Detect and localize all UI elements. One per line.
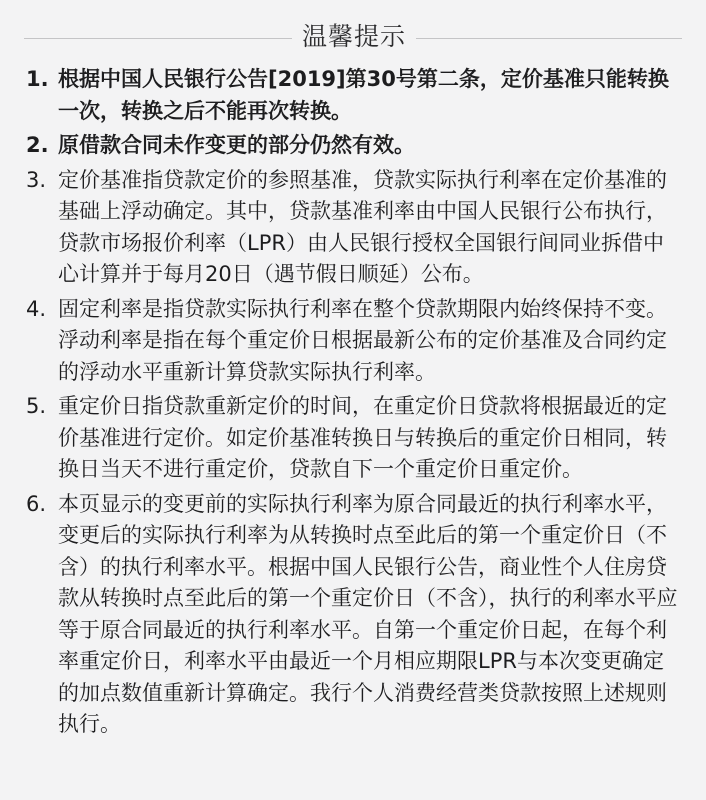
notice-text: 原借款合同未作变更的部分仍然有效。 <box>58 133 415 157</box>
notice-text: 固定利率是指贷款实际执行利率在整个贷款期限内始终保持不变。浮动利率是指在每个重定价日根据最新公布的定价基准及合同约定的浮动水平重新计算贷款实际执行利率。 <box>58 296 667 384</box>
notice-list <box>0 64 706 744</box>
notice-number: 5. <box>26 394 47 418</box>
notice-item-1 <box>0 64 706 127</box>
notice-number: 4. <box>26 296 47 321</box>
notice-number: 2. <box>26 133 49 157</box>
notice-text: 重定价日指贷款重新定价的时间，在重定价日贷款将根据最近的定价基准进行定价。如定价基准转换日与转换后的重定价日相同，转换日当天不进行重定价，贷款自下一个重定价日重定价。 <box>58 394 667 481</box>
notice-text: 本页显示的变更前的实际执行利率为原合同最近的执行利率水平，变更后的实际执行利率为从转换时点至此后的第一个重定价日（不含）的执行利率水平。根据中国人民银行公告，商业性个人住房贷款从转换时点至此后的第一个重定价日（不含），执行的利率水平应等于原合同最近的执行利率水平。自第一个重定价日起，在每个利率重定价日，利率水平由最近一个月相应期限LPR与本次变更确定的加点数值重新计算确定。我行个人消费经营类贷款按照上述规则执行。 <box>58 491 678 736</box>
header-divider-left <box>24 38 292 39</box>
notice-item-4 <box>0 294 706 389</box>
notice-item-6 <box>0 489 706 741</box>
notice-number: 3. <box>26 167 47 192</box>
notice-number: 1. <box>26 67 49 91</box>
header-divider-right <box>416 38 682 39</box>
notice-number: 6. <box>26 491 47 516</box>
page-title: 温馨提示 <box>301 22 406 51</box>
notice-item-2 <box>0 130 706 162</box>
header <box>0 0 706 74</box>
notice-text: 定价基准指贷款定价的参照基准，贷款实际执行利率在定价基准的基础上浮动确定。其中，贷款基准利率由中国人民银行公布执行，贷款市场报价利率（LPR）由人民银行授权全国银行间同业拆借中心计算并于每月20日（遇节假日顺延）公布。 <box>58 167 667 286</box>
notice-item-5 <box>0 391 706 486</box>
notice-text: 根据中国人民银行公告[2019]第30号第二条，定价基准只能转换一次，转换之后不能再次转换。 <box>58 67 669 123</box>
notice-item-3 <box>0 165 706 291</box>
